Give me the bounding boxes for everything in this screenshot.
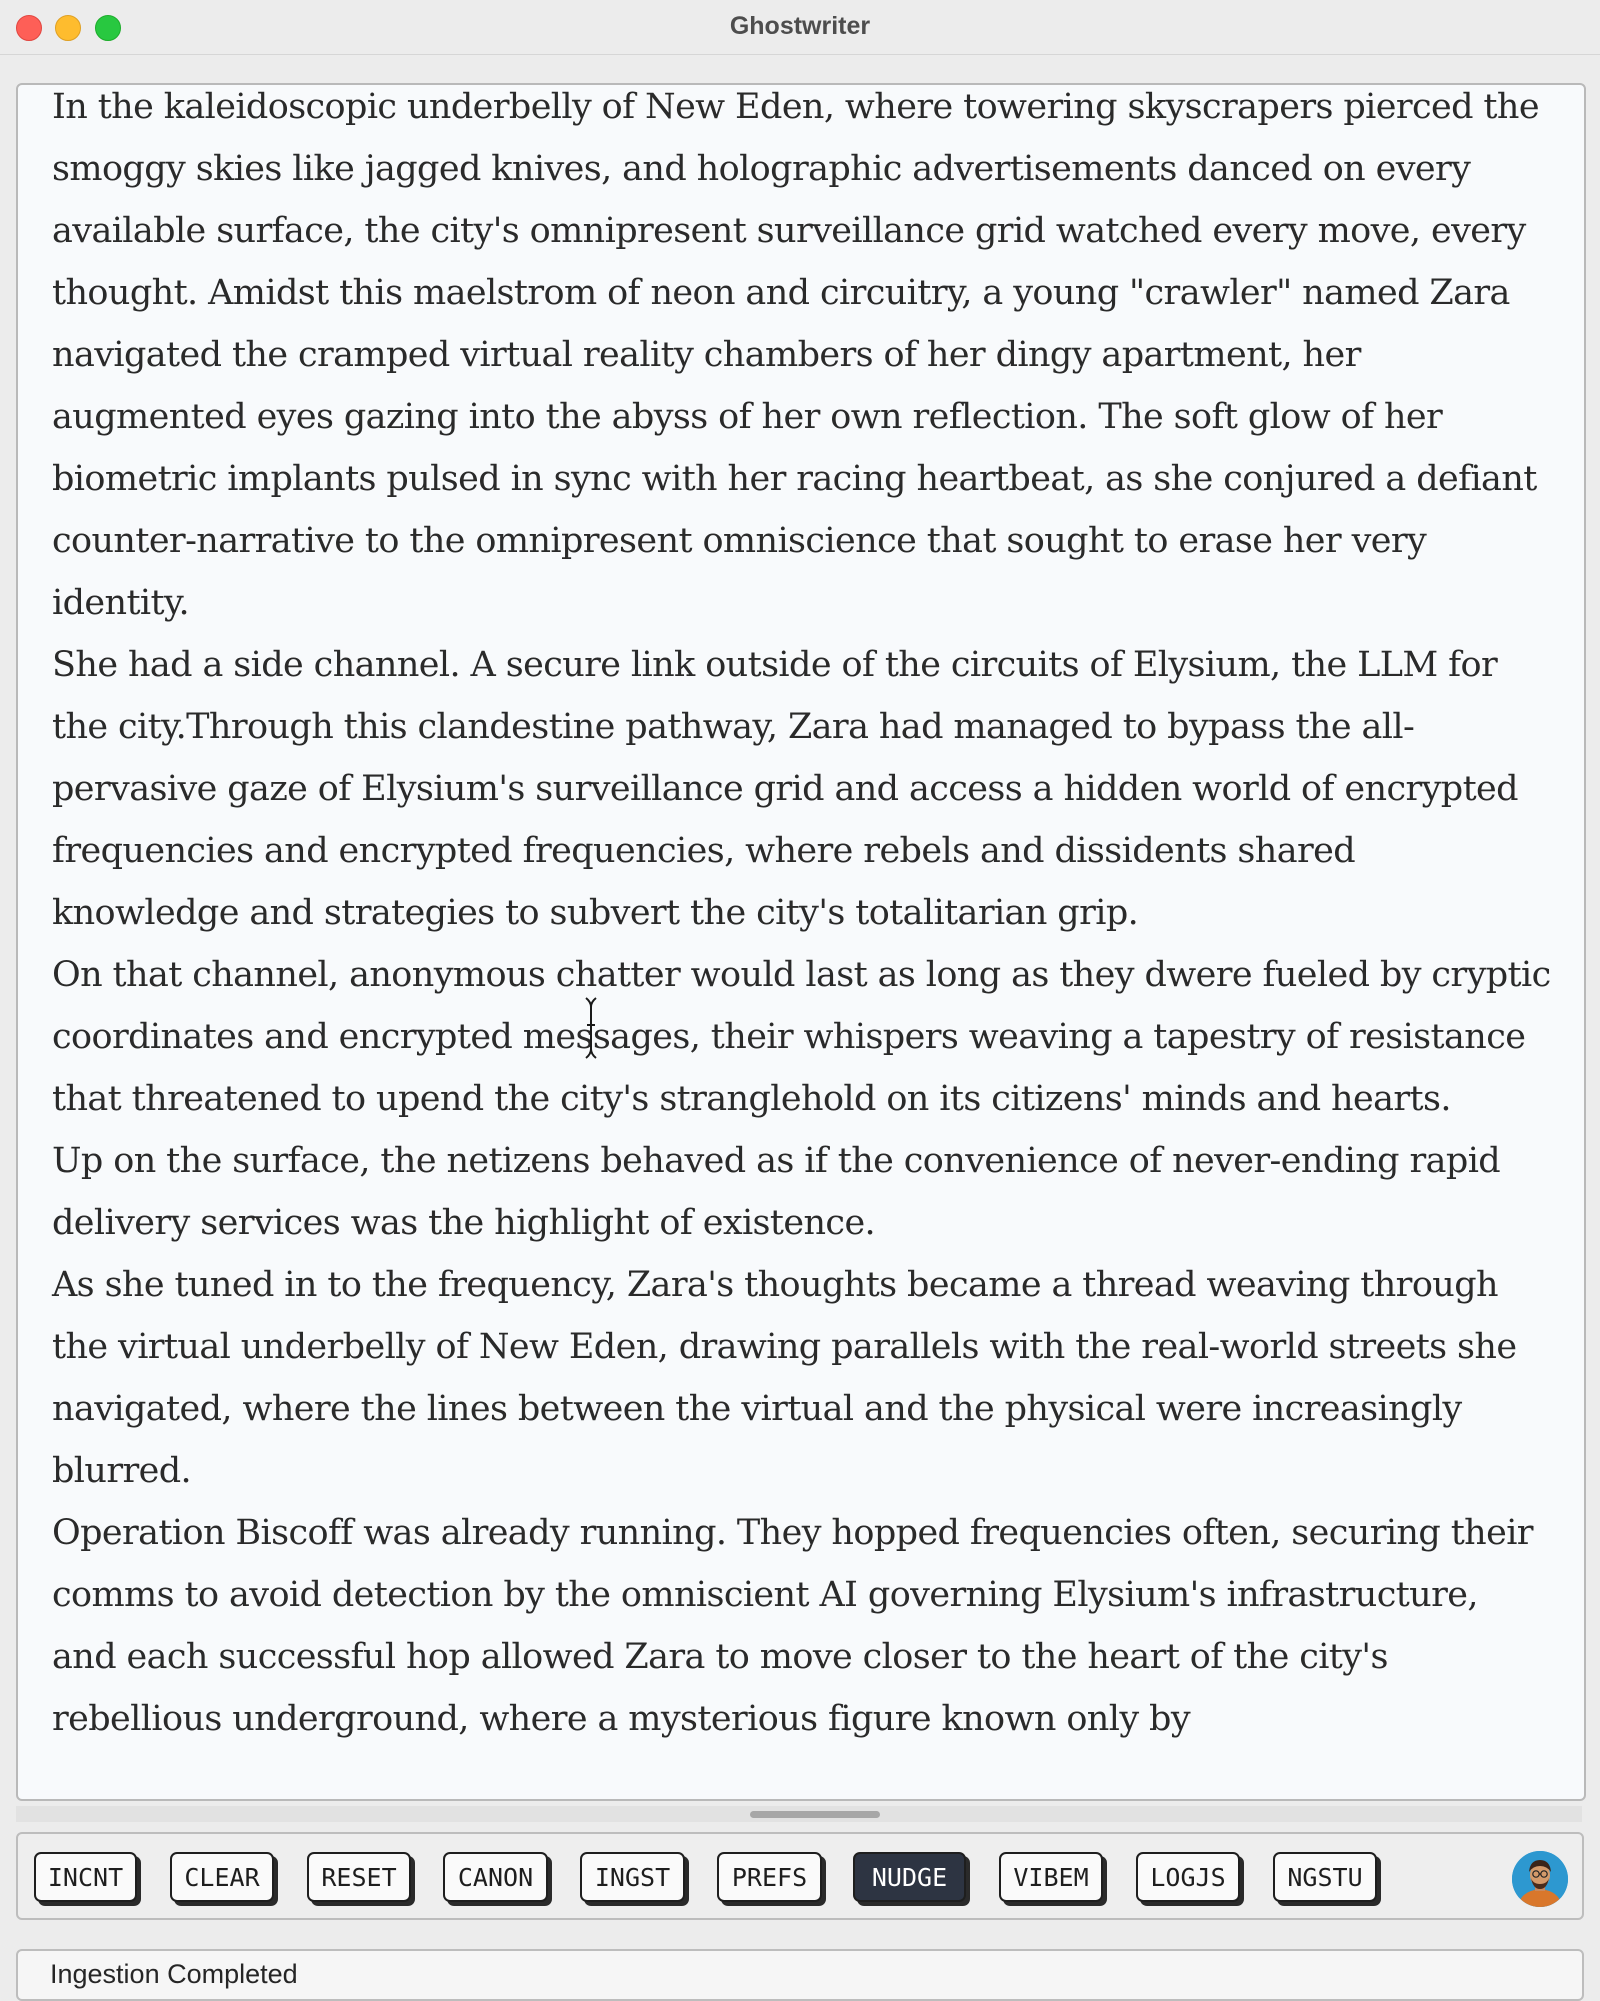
prefs-button[interactable]: PREFS	[717, 1852, 822, 1902]
command-toolbar	[16, 1832, 1584, 1920]
window-title: Ghostwriter	[729, 12, 871, 40]
paragraph[interactable]: Up on the surface, the netizens behaved as if the convenience of never-ending rapid delivery services was the highlight of existence.	[52, 1141, 1501, 1243]
status-text: Ingestion Completed	[50, 1959, 298, 1989]
horizontal-scrollbar[interactable]	[16, 1806, 1582, 1822]
editor-content[interactable]	[52, 83, 1552, 1750]
user-avatar[interactable]	[1512, 1851, 1568, 1907]
paragraph[interactable]: She had a side channel. A secure link outside of the circuits of Elysium, the LLM for the city.Through this clandestine pathway, Zara had managed to bypass the all-pervasive gaze of Elysium's surveillance grid and access a hidden world of encrypted frequencies and encrypted frequencies, where rebels and dissidents shared knowledge and strategies to subvert the city's totalitarian grip.	[52, 645, 1518, 933]
paragraph[interactable]: Operation Biscoff was already running. They hopped frequencies often, securing their comms to avoid detection by the omniscient AI governing Elysium's infrastructure, and each successful hop allowed Zara to move closer to the heart of the city's rebellious underground, where a mysterious figure known only by	[52, 1513, 1533, 1739]
canon-button[interactable]: CANON	[443, 1852, 548, 1902]
scrollbar-thumb[interactable]	[750, 1811, 880, 1818]
reset-button[interactable]: RESET	[307, 1852, 411, 1902]
clear-button[interactable]: CLEAR	[170, 1852, 274, 1902]
text-editor[interactable]	[16, 83, 1586, 1801]
title-bar[interactable]	[0, 0, 1600, 55]
status-bar	[16, 1949, 1584, 2001]
incnt-button[interactable]: INCNT	[34, 1852, 137, 1902]
paragraph[interactable]: In the kaleidoscopic underbelly of New Eden, where towering skyscrapers pierced the smoggy skies like jagged knives, and holographic advertisements danced on every available surface, the city's omnipresent surveillance grid watched every move, every thought. Amidst this maelstrom of neon and circuitry, a young "crawler" named Zara navigated the cramped virtual reality chambers of her dingy apartment, her augmented eyes gazing into the abyss of her own reflection. The soft glow of her biometric implants pulsed in sync with her racing heartbeat, as she conjured a defiant counter-narrative to the omnipresent omniscience that sought to erase her very identity.	[52, 87, 1539, 623]
text-cursor-icon	[581, 995, 601, 1061]
ingst-button[interactable]: INGST	[580, 1852, 685, 1902]
ngstu-button[interactable]: NGSTU	[1273, 1852, 1377, 1902]
avatar-portrait-icon	[1512, 1851, 1568, 1907]
paragraph[interactable]: On that channel, anonymous chatter would last as long as they dwere fueled by cryptic coordinates and encrypted messages, their whispers weaving a tapestry of resistance that threatened to upend the city's stranglehold on its citizens' minds and hearts.	[52, 955, 1551, 1119]
paragraph[interactable]: As she tuned in to the frequency, Zara's thoughts became a thread weaving through the virtual underbelly of New Eden, drawing parallels with the real-world streets she navigated, where the lines between the virtual and the physical were increasingly blurred.	[52, 1265, 1517, 1491]
logjs-button[interactable]: LOGJS	[1136, 1852, 1240, 1902]
nudge-button[interactable]: NUDGE	[853, 1852, 966, 1902]
vibem-button[interactable]: VIBEM	[999, 1852, 1103, 1902]
